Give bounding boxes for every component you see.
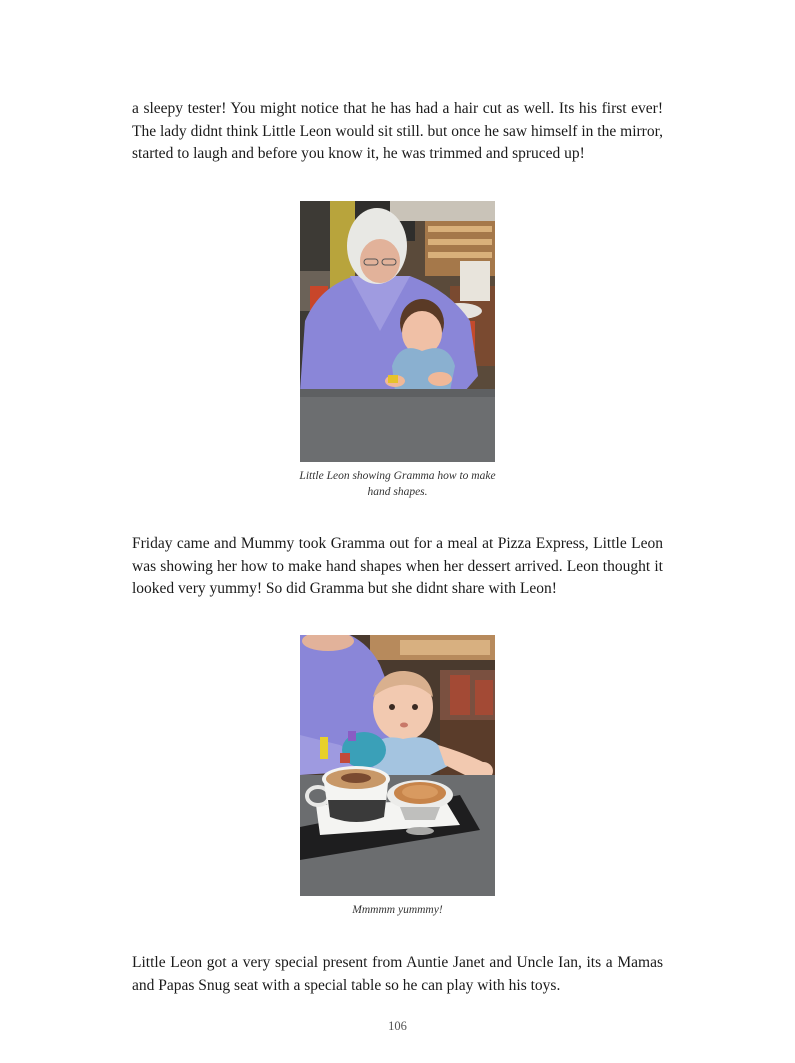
paragraph-snug-seat: Little Leon got a very special present from Auntie Janet and Uncle Ian, its a Mamas and Papas Snug seat with a special table so he can play with his toys. [132,954,663,994]
photo-gramma-and-leon [300,201,495,462]
paragraph-haircut: a sleepy tester! You might notice that he has had a hair cut as well. Its his first ever! The lady didnt think Little Leon would sit still. but once he saw himself in the mirror, started to laugh and before you know it, he was trimmed and spruced up! [132,100,663,162]
paragraph-pizza-express: Friday came and Mummy took Gramma out for a meal at Pizza Express, Little Leon was showing her how to make hand shapes when her dessert arrived. Leon thought it looked very yummy! So did Gramma but she didnt share with Leon! [132,535,663,597]
photo-dessert [300,635,495,896]
photo-caption-hand-shapes: Little Leon showing Gramma how to make hand shapes. [299,470,496,498]
photo-caption-yummy: Mmmmm yummmy! [352,904,443,916]
page-number: 106 [388,1019,407,1033]
